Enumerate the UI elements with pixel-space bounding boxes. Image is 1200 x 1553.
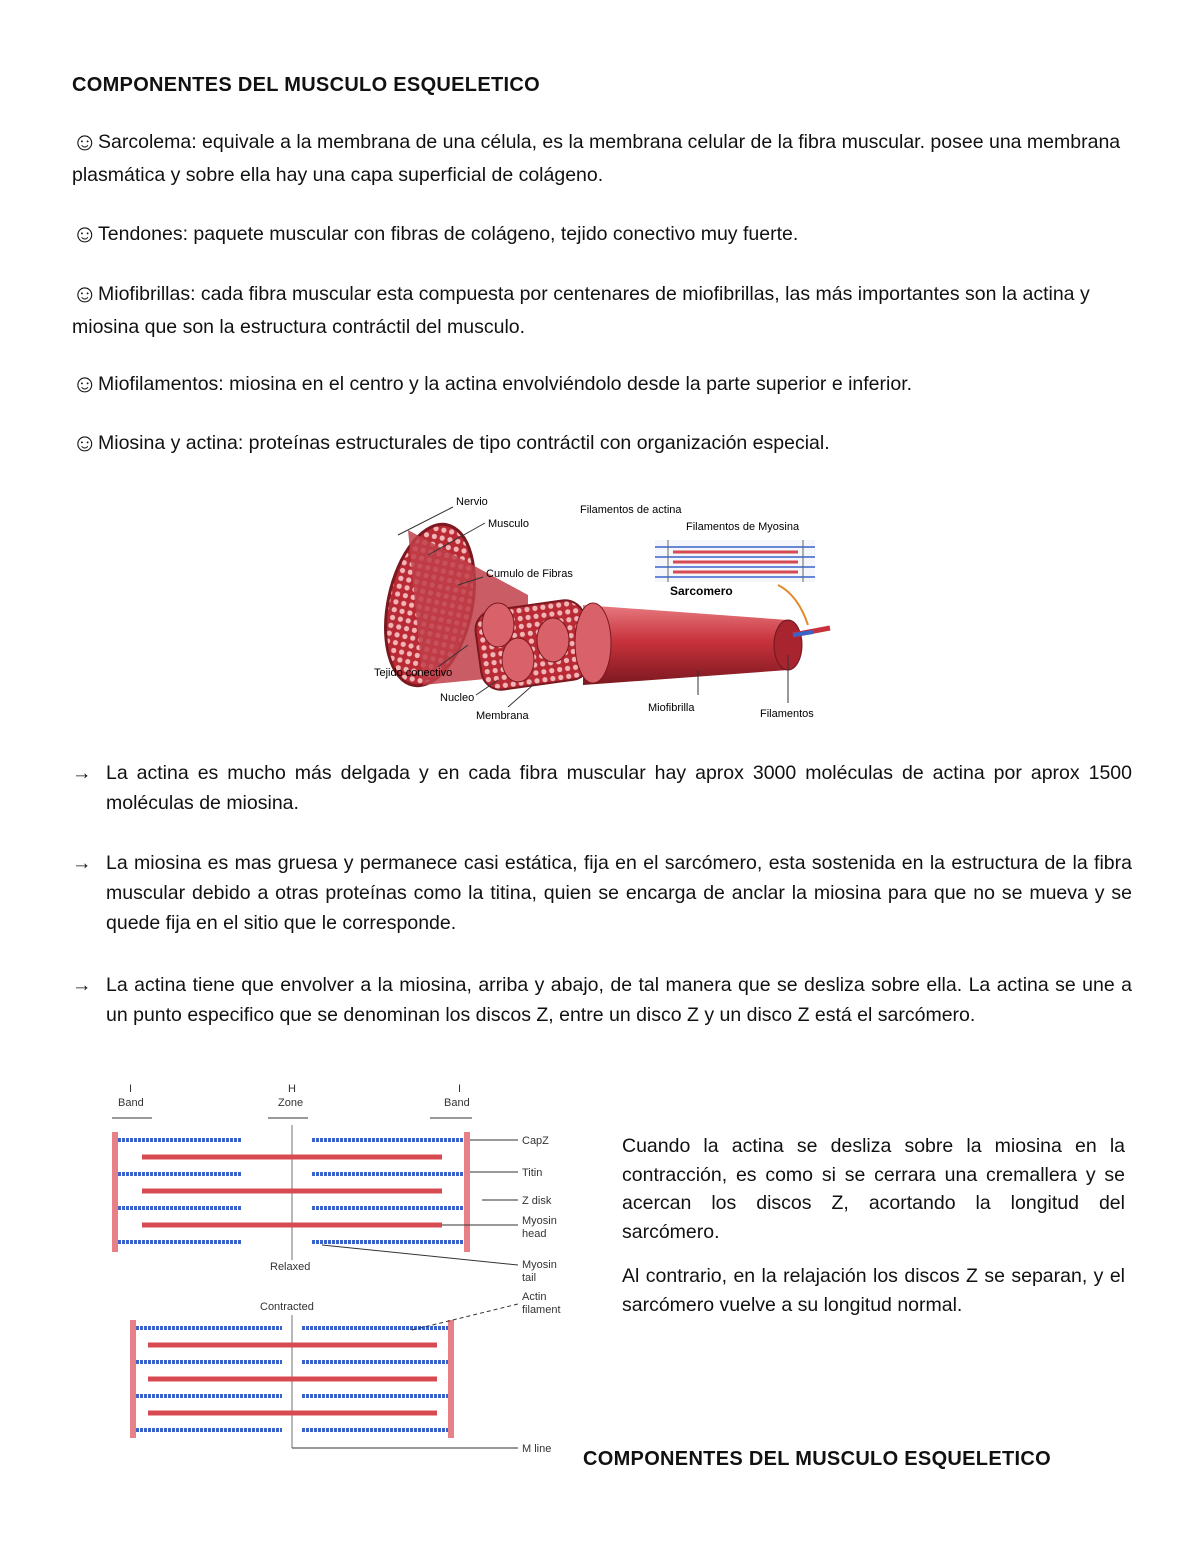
- label-contracted: Contracted: [260, 1301, 314, 1313]
- label-mline: M line: [522, 1443, 552, 1455]
- label-myosin-head-2: head: [522, 1228, 547, 1240]
- item-text: Miofibrillas: cada fibra muscular esta compuesta por centenares de miofibrillas, las más importantes son la actina y miosina que son la estructura contráctil del musculo.: [72, 283, 1090, 338]
- smiley-icon: ☺: [72, 429, 98, 457]
- bullet-text: La miosina es mas gruesa y permanece casi estática, fija en el sarcómero, esta sostenida en la estructura de la fibra muscular debido a otras proteínas como la titina, quien se encarga de anclar la miosina para que no se mueva y se quede fija en el sitio que le corresponde.: [106, 852, 1132, 934]
- item-text: Miofilamentos: miosina en el centro y la actina envolviéndolo desde la parte superior e inferior.: [98, 373, 913, 395]
- label-myosin-head-1: Myosin: [522, 1215, 557, 1227]
- item-text: Sarcolema: equivale a la membrana de una célula, es la membrana celular de la fibra muscular. posee una membrana plasmática y sobre ella hay una capa superficial de colágeno.: [72, 131, 1121, 186]
- bullet-miosina: [72, 848, 1132, 938]
- arrow-icon: →: [72, 974, 92, 996]
- label-h-zone-bottom: Zone: [278, 1097, 304, 1109]
- label-i-band-right-top: I: [458, 1083, 462, 1095]
- side-paragraph-contraccion: Cuando la actina se desliza sobre la miosina en la contracción, es como si se cerrara una cremallera y se acercan los discos Z, acortando la longitud del sarcómero.: [622, 1135, 1125, 1243]
- arrow-icon: →: [72, 762, 92, 784]
- item-text: Miosina y actina: proteínas estructurales de tipo contráctil con organización especial.: [98, 432, 830, 454]
- label-titin: Titin: [522, 1167, 543, 1179]
- bullet-actina: [72, 758, 1132, 818]
- sarcomere-detail: [655, 540, 815, 582]
- label-capz: CapZ: [522, 1135, 549, 1147]
- footer-title: COMPONENTES DEL MUSCULO ESQUELETICO: [583, 1448, 1051, 1470]
- label-relaxed: Relaxed: [270, 1261, 311, 1273]
- smiley-icon: ☺: [72, 370, 98, 398]
- smiley-icon: ☺: [72, 280, 98, 308]
- label-cumulo: Cumulo de Fibras: [486, 568, 573, 580]
- muscle-anatomy-figure: [368, 485, 833, 725]
- label-musculo: Musculo: [488, 518, 529, 530]
- bullet-discos-z: [72, 970, 1132, 1030]
- label-nucleo: Nucleo: [440, 692, 475, 704]
- label-actina: Filamentos de actina: [580, 504, 682, 516]
- label-membrana: Membrana: [476, 710, 529, 722]
- label-i-band-bottom: Band: [118, 1097, 144, 1109]
- label-miofibrilla: Miofibrilla: [648, 702, 695, 714]
- label-sarcomero: Sarcomero: [670, 584, 733, 598]
- arrow-icon: →: [72, 852, 92, 874]
- label-i-band-right-bottom: Band: [444, 1097, 470, 1109]
- bullet-text: La actina es mucho más delgada y en cada fibra muscular hay aprox 3000 moléculas de actina por aprox 1500 moléculas de miosina.: [106, 762, 1132, 814]
- item-miofilamentos: [72, 368, 1132, 401]
- label-actin-1: Actin: [522, 1291, 547, 1303]
- item-tendones: [72, 218, 1132, 251]
- item-sarcolema: [72, 126, 1132, 192]
- label-tejido: Tejido conectivo: [374, 667, 453, 679]
- label-i-band-top: I: [129, 1083, 133, 1095]
- item-miosina-actina: [72, 427, 1132, 460]
- myofibril: [583, 605, 788, 685]
- label-myosin-tail-1: Myosin: [522, 1259, 557, 1271]
- label-nervio: Nervio: [456, 496, 488, 508]
- relaxed-sarcomere: [112, 1125, 470, 1260]
- sarcomere-contraction-figure: [82, 1080, 582, 1460]
- label-zdisk: Z disk: [522, 1195, 552, 1207]
- label-filamentos: Filamentos: [760, 708, 814, 720]
- label-h-zone-top: H: [288, 1083, 296, 1095]
- smiley-icon: ☺: [72, 128, 98, 156]
- contracted-sarcomere: [130, 1315, 454, 1448]
- smiley-icon: ☺: [72, 220, 98, 248]
- item-text: Tendones: paquete muscular con fibras de colágeno, tejido conectivo muy fuerte.: [98, 223, 799, 245]
- item-miofibrillas: [72, 278, 1132, 344]
- label-myosin-tail-2: tail: [522, 1272, 537, 1284]
- label-myosina: Filamentos de Myosina: [686, 521, 800, 533]
- label-actin-2: filament: [522, 1304, 561, 1316]
- bullet-text: La actina tiene que envolver a la miosina, arriba y abajo, de tal manera que se desliza sobre ella. La actina se une a un punto especifico que se denominan los discos Z, entre un disco Z y un disco Z está el sarcómero.: [106, 974, 1132, 1026]
- side-paragraph-relajacion: Al contrario, en la relajación los discos Z se separan, y el sarcómero vuelve a su longitud normal.: [622, 1265, 1125, 1316]
- page-title: COMPONENTES DEL MUSCULO ESQUELETICO: [72, 74, 540, 96]
